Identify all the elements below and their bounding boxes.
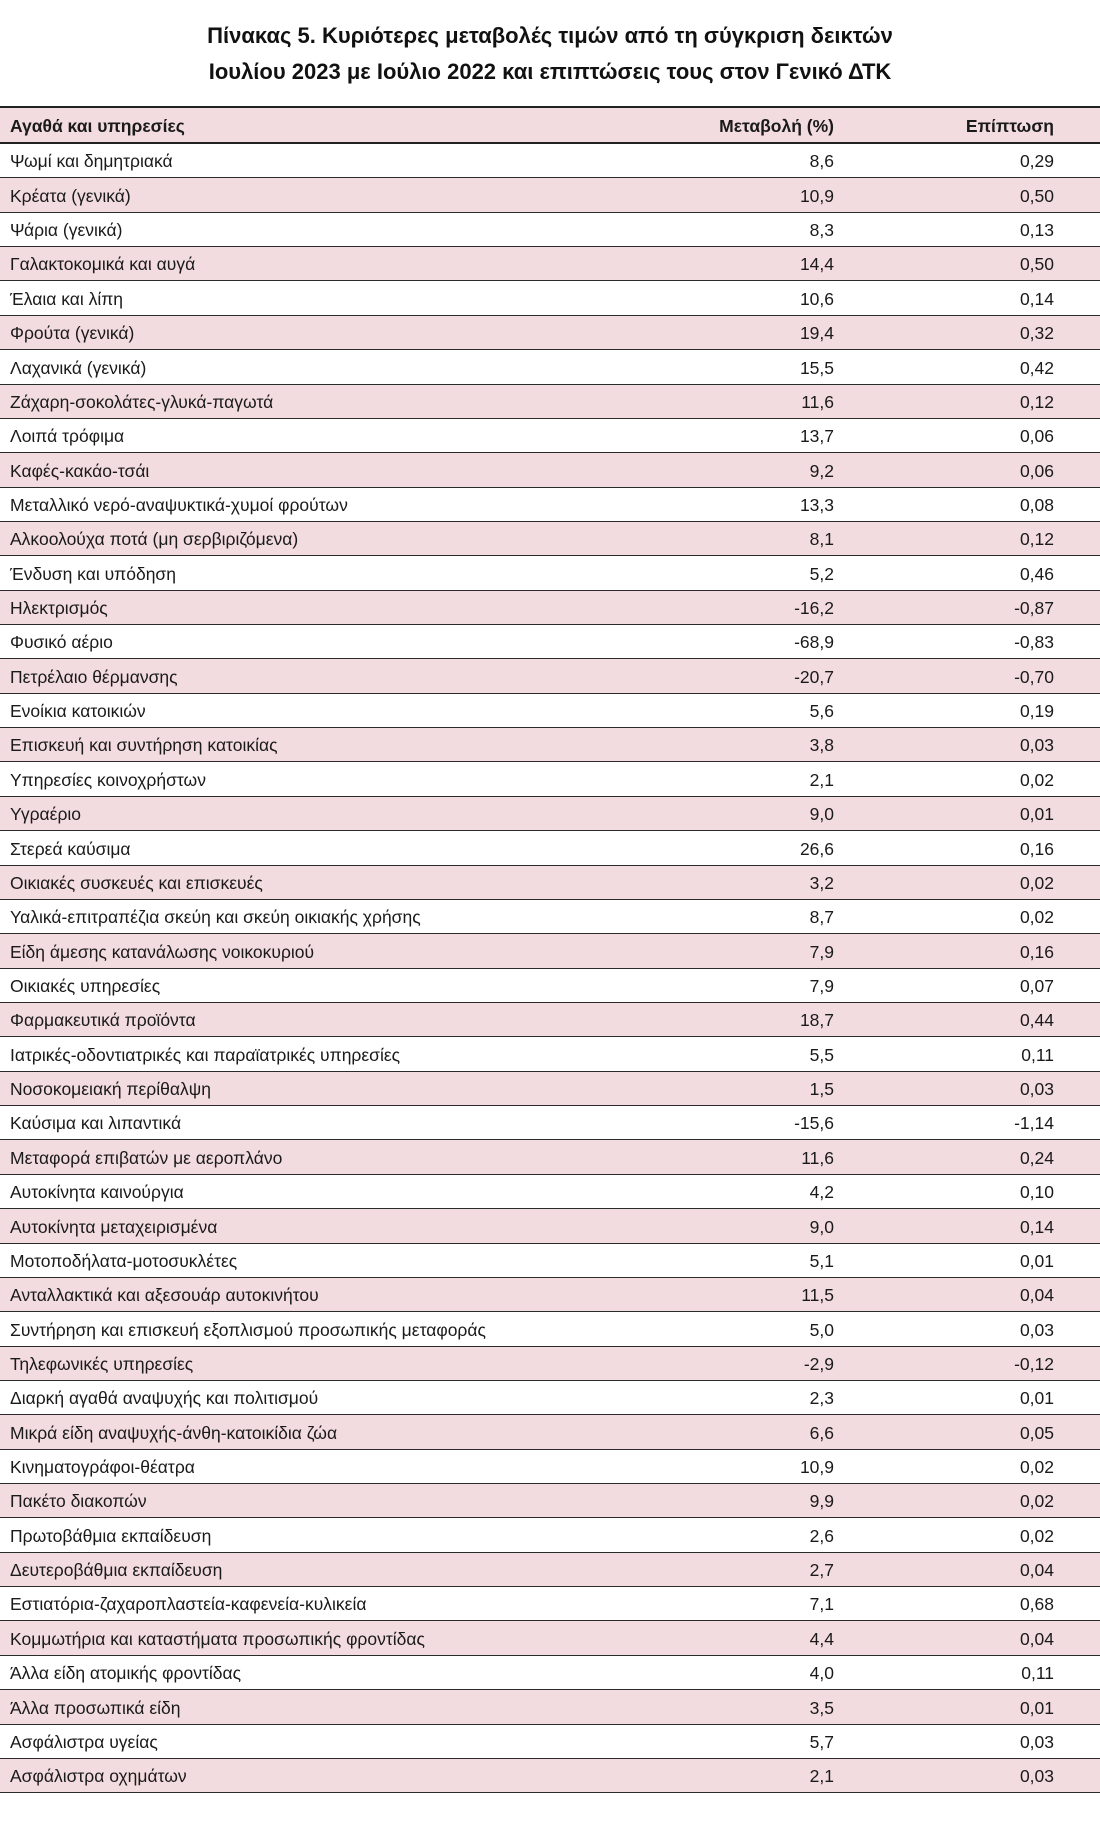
cell-item-name: Μεταλλικό νερό-αναψυκτικά-χυμοί φρούτων xyxy=(10,494,348,515)
cell-change-percent: 7,9 xyxy=(809,941,834,962)
cell-change-percent: 8,1 xyxy=(809,529,834,550)
cell-impact: 0,08 xyxy=(1019,494,1054,515)
cell-change-percent: 2,6 xyxy=(809,1525,834,1546)
cell-change-percent: 2,3 xyxy=(809,1388,834,1409)
table-row xyxy=(0,831,1100,865)
table-row xyxy=(0,385,1100,419)
cell-item-name: Έλαια και λίπη xyxy=(10,288,124,309)
cell-item-name: Μεταφορά επιβατών με αεροπλάνο xyxy=(10,1147,283,1168)
cell-change-percent: 9,0 xyxy=(809,804,834,825)
cell-impact: 0,13 xyxy=(1019,220,1054,241)
cell-change-percent: -20,7 xyxy=(794,666,834,687)
cell-item-name: Υπηρεσίες κοινοχρήστων xyxy=(10,769,206,790)
table-row xyxy=(0,1450,1100,1484)
table-row xyxy=(0,1003,1100,1037)
cell-change-percent: 5,6 xyxy=(809,701,834,722)
table-row xyxy=(0,694,1100,728)
table-row xyxy=(0,1518,1100,1552)
table-row xyxy=(0,350,1100,384)
cell-impact: 0,10 xyxy=(1019,1182,1054,1203)
table-row xyxy=(0,591,1100,625)
cell-impact: 0,14 xyxy=(1019,288,1054,309)
cell-change-percent: 11,6 xyxy=(801,1147,834,1168)
cell-impact: 0,07 xyxy=(1019,975,1054,996)
cell-change-percent: 5,7 xyxy=(809,1731,834,1752)
cell-impact: 0,02 xyxy=(1019,1525,1054,1546)
table-row xyxy=(0,316,1100,350)
cell-item-name: Κινηματογράφοι-θέατρα xyxy=(10,1457,195,1478)
cell-item-name: Ζάχαρη-σοκολάτες-γλυκά-παγωτά xyxy=(10,391,274,412)
cell-change-percent: 5,5 xyxy=(809,1044,834,1065)
cell-impact: 0,42 xyxy=(1019,357,1054,378)
table-row xyxy=(0,281,1100,315)
cell-change-percent: 5,1 xyxy=(809,1250,834,1271)
cell-impact: 0,05 xyxy=(1019,1422,1054,1443)
title-line-1: Πίνακας 5. Κυριότερες μεταβολές τιμών από τη σύγκριση δεικτών xyxy=(207,23,893,48)
cell-item-name: Υαλικά-επιτραπέζια σκεύη και σκεύη οικιακής χρήσης xyxy=(10,907,421,928)
title-line-2: Ιουλίου 2023 με Ιούλιο 2022 και επιπτώσεις τους στον Γενικό ΔΤΚ xyxy=(208,59,892,84)
cell-impact: 0,01 xyxy=(1019,1388,1054,1409)
table-row xyxy=(0,247,1100,281)
cell-change-percent: 4,0 xyxy=(809,1663,834,1684)
cell-impact: 0,11 xyxy=(1021,1663,1054,1684)
table-row xyxy=(0,1759,1100,1793)
cell-change-percent: 9,9 xyxy=(809,1491,834,1512)
cell-item-name: Εστιατόρια-ζαχαροπλαστεία-καφενεία-κυλικεία xyxy=(10,1594,367,1615)
cell-change-percent: 3,8 xyxy=(809,735,834,756)
table-row xyxy=(0,866,1100,900)
cell-impact: 0,24 xyxy=(1019,1147,1054,1168)
table-row xyxy=(0,797,1100,831)
cell-impact: 0,01 xyxy=(1019,804,1054,825)
cell-item-name: Μικρά είδη αναψυχής-άνθη-κατοικίδια ζώα xyxy=(10,1422,338,1443)
table-row xyxy=(0,556,1100,590)
cell-item-name: Κομμωτήρια και καταστήματα προσωπικής φροντίδας xyxy=(10,1628,425,1649)
table-row xyxy=(0,1278,1100,1312)
cell-impact: 0,32 xyxy=(1019,323,1054,344)
cell-item-name: Πρωτοβάθμια εκπαίδευση xyxy=(10,1525,212,1546)
cell-change-percent: 4,2 xyxy=(809,1182,834,1203)
table-row xyxy=(0,453,1100,487)
cell-impact: -1,14 xyxy=(1014,1113,1054,1134)
cell-change-percent: -15,6 xyxy=(794,1113,834,1134)
header-goods-services: Αγαθά και υπηρεσίες xyxy=(10,116,185,136)
table-row xyxy=(0,213,1100,247)
cell-impact: 0,50 xyxy=(1019,254,1054,275)
cell-impact: 0,16 xyxy=(1019,941,1054,962)
cell-change-percent: 2,1 xyxy=(809,769,834,790)
cell-impact: 0,02 xyxy=(1019,1457,1054,1478)
cell-change-percent: 10,9 xyxy=(799,185,834,206)
table-row xyxy=(0,488,1100,522)
cell-change-percent: 10,9 xyxy=(799,1457,834,1478)
cell-item-name: Φυσικό αέριο xyxy=(10,632,113,653)
cell-impact: 0,12 xyxy=(1019,391,1054,412)
cell-change-percent: 13,3 xyxy=(799,494,834,515)
cell-impact: 0,03 xyxy=(1019,1319,1054,1340)
cell-item-name: Επισκευή και συντήρηση κατοικίας xyxy=(10,735,278,756)
cell-item-name: Νοσοκομειακή περίθαλψη xyxy=(10,1079,211,1100)
price-changes-table xyxy=(0,106,1100,1793)
table-row xyxy=(0,900,1100,934)
table-row xyxy=(0,934,1100,968)
table-row xyxy=(0,1553,1100,1587)
cell-impact: 0,12 xyxy=(1019,529,1054,550)
cell-item-name: Ανταλλακτικά και αξεσουάρ αυτοκινήτου xyxy=(10,1285,319,1306)
table-row xyxy=(0,1347,1100,1381)
cell-item-name: Στερεά καύσιμα xyxy=(10,838,131,859)
cell-impact: 0,50 xyxy=(1019,185,1054,206)
cell-change-percent: 3,5 xyxy=(809,1697,834,1718)
cell-item-name: Φρούτα (γενικά) xyxy=(10,323,135,344)
cell-change-percent: 7,9 xyxy=(809,975,834,996)
table-row xyxy=(0,178,1100,212)
cell-item-name: Καφές-κακάο-τσάι xyxy=(10,460,150,481)
cell-change-percent: 11,6 xyxy=(801,391,834,412)
cell-impact: 0,02 xyxy=(1019,907,1054,928)
cell-impact: 0,06 xyxy=(1019,460,1054,481)
cell-item-name: Πακέτο διακοπών xyxy=(10,1491,147,1512)
table-row xyxy=(0,1106,1100,1140)
cell-item-name: Τηλεφωνικές υπηρεσίες xyxy=(10,1353,194,1374)
cell-item-name: Ψωμί και δημητριακά xyxy=(10,151,173,172)
cell-item-name: Ένδυση και υπόδηση xyxy=(10,563,176,584)
cell-item-name: Κρέατα (γενικά) xyxy=(10,185,131,206)
cell-item-name: Ψάρια (γενικά) xyxy=(10,220,123,241)
cell-impact: 0,16 xyxy=(1019,838,1054,859)
table-row xyxy=(0,1381,1100,1415)
table-row xyxy=(0,1656,1100,1690)
cell-impact: -0,87 xyxy=(1014,598,1054,619)
cell-item-name: Καύσιμα και λιπαντικά xyxy=(10,1113,182,1134)
cell-item-name: Λοιπά τρόφιμα xyxy=(10,426,125,447)
cell-change-percent: 9,2 xyxy=(809,460,834,481)
cell-impact: 0,29 xyxy=(1019,151,1054,172)
cell-change-percent: 13,7 xyxy=(799,426,834,447)
cell-item-name: Δευτεροβάθμια εκπαίδευση xyxy=(10,1560,223,1581)
cell-item-name: Οικιακές συσκευές και επισκευές xyxy=(10,872,263,893)
cell-impact: 0,02 xyxy=(1019,769,1054,790)
cell-change-percent: 11,5 xyxy=(801,1285,834,1306)
table-row xyxy=(0,969,1100,1003)
table-row xyxy=(0,1072,1100,1106)
cell-change-percent: 4,4 xyxy=(809,1628,834,1649)
cell-item-name: Ιατρικές-οδοντιατρικές και παραϊατρικές υπηρεσίες xyxy=(10,1044,401,1065)
table-row xyxy=(0,659,1100,693)
cell-item-name: Ασφάλιστρα υγείας xyxy=(10,1731,158,1752)
cell-impact: 0,03 xyxy=(1019,1766,1054,1787)
cell-impact: 0,68 xyxy=(1019,1594,1054,1615)
cell-impact: 0,11 xyxy=(1021,1044,1054,1065)
cell-change-percent: 10,6 xyxy=(799,288,834,309)
table-row xyxy=(0,144,1100,178)
cell-impact: 0,04 xyxy=(1019,1628,1054,1649)
table-row xyxy=(0,1725,1100,1759)
cell-impact: -0,12 xyxy=(1014,1353,1054,1374)
cell-impact: 0,04 xyxy=(1019,1285,1054,1306)
cell-impact: 0,02 xyxy=(1019,1491,1054,1512)
table-row xyxy=(0,625,1100,659)
cell-item-name: Διαρκή αγαθά αναψυχής και πολιτισμού xyxy=(10,1388,319,1409)
table-row xyxy=(0,1484,1100,1518)
cell-item-name: Άλλα είδη ατομικής φροντίδας xyxy=(10,1663,242,1684)
cell-change-percent: 3,2 xyxy=(809,872,834,893)
cell-item-name: Είδη άμεσης κατανάλωσης νοικοκυριού xyxy=(10,941,315,962)
cell-item-name: Γαλακτοκομικά και αυγά xyxy=(10,254,196,275)
table-row xyxy=(0,1621,1100,1655)
table-row xyxy=(0,1209,1100,1243)
cell-impact: -0,83 xyxy=(1014,632,1054,653)
table-row xyxy=(0,1415,1100,1449)
cell-change-percent: 2,7 xyxy=(809,1560,834,1581)
cell-item-name: Ηλεκτρισμός xyxy=(10,598,108,619)
cell-item-name: Αλκοολούχα ποτά (μη σερβιριζόμενα) xyxy=(10,529,299,550)
cell-item-name: Οικιακές υπηρεσίες xyxy=(10,975,161,996)
cell-change-percent: 2,1 xyxy=(809,1766,834,1787)
cell-change-percent: 6,6 xyxy=(809,1422,834,1443)
cell-impact: -0,70 xyxy=(1014,666,1054,687)
table-row xyxy=(0,1175,1100,1209)
cell-change-percent: -68,9 xyxy=(794,632,834,653)
table-row xyxy=(0,419,1100,453)
cell-change-percent: 15,5 xyxy=(799,357,834,378)
cell-change-percent: -2,9 xyxy=(803,1353,834,1374)
cell-change-percent: 1,5 xyxy=(809,1079,834,1100)
cell-item-name: Μοτοποδήλατα-μοτοσυκλέτες xyxy=(10,1250,238,1271)
cell-change-percent: 8,7 xyxy=(809,907,834,928)
cell-impact: 0,04 xyxy=(1019,1560,1054,1581)
table-row xyxy=(0,762,1100,796)
cell-change-percent: 8,3 xyxy=(809,220,834,241)
table-row xyxy=(0,1690,1100,1724)
table-header-row xyxy=(0,108,1100,144)
cell-item-name: Άλλα προσωπικά είδη xyxy=(10,1697,181,1718)
cell-change-percent: 5,2 xyxy=(809,563,834,584)
cell-change-percent: 26,6 xyxy=(799,838,834,859)
cell-change-percent: 14,4 xyxy=(799,254,834,275)
cell-change-percent: 9,0 xyxy=(809,1216,834,1237)
cell-impact: 0,14 xyxy=(1019,1216,1054,1237)
header-change-percent: Μεταβολή (%) xyxy=(719,116,834,136)
cell-change-percent: 19,4 xyxy=(799,323,834,344)
cell-item-name: Φαρμακευτικά προϊόντα xyxy=(10,1010,196,1031)
table-row xyxy=(0,1037,1100,1071)
cell-item-name: Ενοίκια κατοικιών xyxy=(10,701,146,722)
cell-item-name: Αυτοκίνητα μεταχειρισμένα xyxy=(10,1216,218,1237)
cell-impact: 0,46 xyxy=(1019,563,1054,584)
cell-change-percent: 5,0 xyxy=(809,1319,834,1340)
cell-impact: 0,19 xyxy=(1019,701,1054,722)
cell-impact: 0,01 xyxy=(1019,1250,1054,1271)
table-row xyxy=(0,728,1100,762)
cell-impact: 0,02 xyxy=(1019,872,1054,893)
cell-item-name: Πετρέλαιο θέρμανσης xyxy=(10,666,178,687)
cell-item-name: Συντήρηση και επισκευή εξοπλισμού προσωπικής μεταφοράς xyxy=(10,1319,486,1340)
cell-change-percent: 18,7 xyxy=(799,1010,834,1031)
cell-item-name: Ασφάλιστρα οχημάτων xyxy=(10,1766,187,1787)
table-row xyxy=(0,1587,1100,1621)
cell-impact: 0,06 xyxy=(1019,426,1054,447)
cell-impact: 0,03 xyxy=(1019,735,1054,756)
cell-change-percent: 8,6 xyxy=(809,151,834,172)
cell-item-name: Λαχανικά (γενικά) xyxy=(10,357,147,378)
cell-impact: 0,44 xyxy=(1019,1010,1054,1031)
cell-impact: 0,03 xyxy=(1019,1731,1054,1752)
table-row xyxy=(0,1140,1100,1174)
cell-impact: 0,03 xyxy=(1019,1079,1054,1100)
header-impact: Επίπτωση xyxy=(965,116,1054,136)
table-title xyxy=(0,0,1100,90)
cell-impact: 0,01 xyxy=(1019,1697,1054,1718)
table-row xyxy=(0,522,1100,556)
cell-item-name: Αυτοκίνητα καινούργια xyxy=(10,1182,184,1203)
table-row xyxy=(0,1244,1100,1278)
cell-change-percent: 7,1 xyxy=(809,1594,834,1615)
cell-change-percent: -16,2 xyxy=(794,598,834,619)
table-row xyxy=(0,1312,1100,1346)
cell-item-name: Υγραέριο xyxy=(10,804,82,825)
